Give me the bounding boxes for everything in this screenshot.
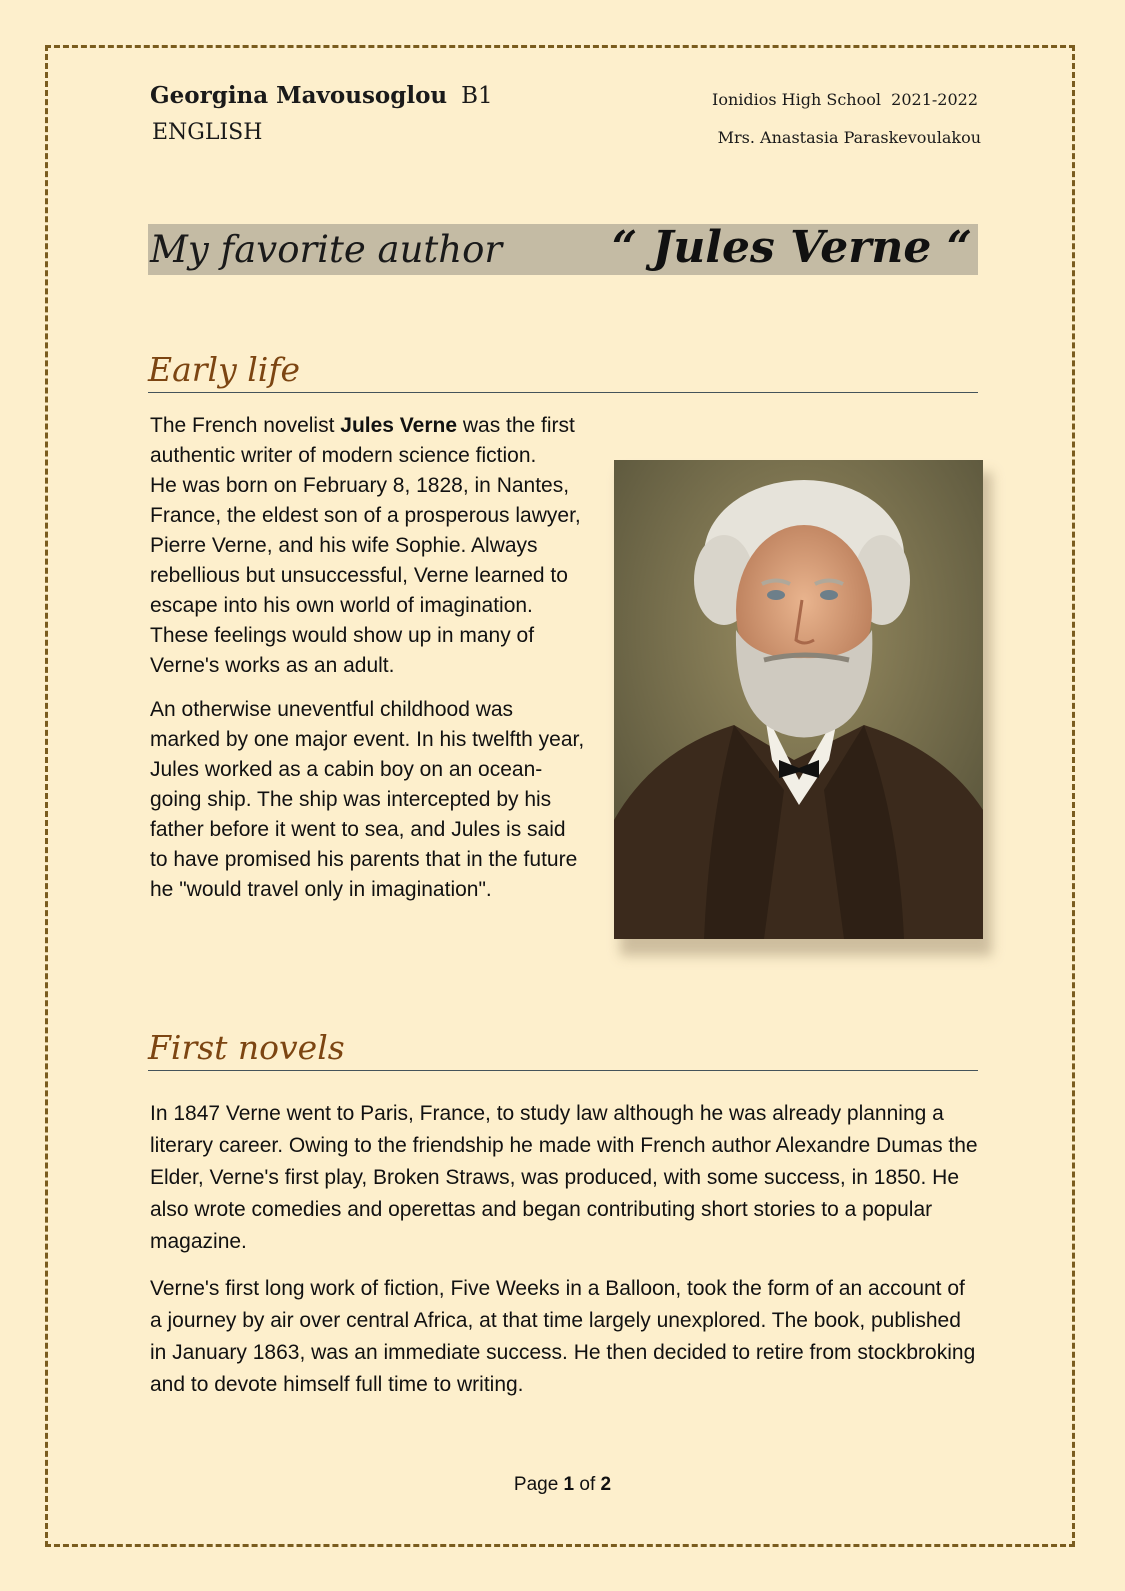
page-word: Page: [513, 1474, 564, 1495]
first-novels-text: [150, 1098, 980, 1411]
first-novels-heading: First novels: [148, 1028, 978, 1071]
jules-verne-portrait-icon: [614, 460, 983, 939]
total-pages-number: 2: [600, 1474, 612, 1495]
student-name: [150, 82, 493, 109]
current-page-number: 1: [563, 1474, 575, 1495]
early-life-p1-suffix: was the first authentic writer of modern science fiction.: [150, 414, 575, 467]
student-name-text: Georgina Mavousoglou: [150, 82, 448, 109]
page-footer: [0, 1474, 1125, 1496]
early-life-heading: Early life: [148, 350, 978, 393]
of-word: of: [574, 1474, 601, 1495]
early-life-paragraph-2: An otherwise uneventful childhood was marked by one major event. In his twelfth year, Jules worked as a cabin boy on an ocean-going ship. The ship was intercepted by his father before it went to sea, and Jules is said to have promised his parents that in the future he "would travel only in imagination".: [150, 698, 585, 901]
first-novels-paragraph-1: In 1847 Verne went to Paris, France, to study law although he was already planning a literary career. Owing to the friendship he made with French author Alexandre Dumas the Elder, Verne's first play, Broken Straws, was produced, with some success, in 1850. He also wrote comedies and operettas and began contributing short stories to a popular magazine.: [150, 1102, 978, 1253]
teacher-label: Mrs. Anastasia Paraskevoulakou: [717, 128, 981, 147]
page-title: My favorite author: [150, 228, 503, 271]
early-life-paragraph-1: [150, 411, 585, 471]
author-name-title: “ Jules Verne “: [611, 222, 972, 273]
school-label: Ionidios High School 2021-2022: [712, 90, 978, 109]
early-life-paragraph-1-cont: He was born on February 8, 1828, in Nantes, France, the eldest son of a prosperous lawyer, Pierre Verne, and his wife Sophie. Always rebellious but unsuccessful, Verne learned to escape into his own world of imagination. These feelings would show up in many of Verne's works as an adult.: [150, 474, 581, 677]
grade-label: B1: [461, 83, 493, 109]
first-novels-paragraph-2: Verne's first long work of fiction, Five Weeks in a Balloon, took the form of an account of a journey by air over central Africa, at that time largely unexplored. The book, published in January 1863, was an immediate success. He then decided to retire from stockbroking and to devote himself full time to writing.: [150, 1277, 976, 1396]
early-life-text: [150, 411, 585, 915]
title-bar: [148, 224, 978, 275]
early-life-p1-prefix: The French novelist: [150, 414, 341, 437]
subject-label: ENGLISH: [152, 120, 263, 145]
early-life-p1-bold: Jules Verne: [340, 414, 458, 437]
